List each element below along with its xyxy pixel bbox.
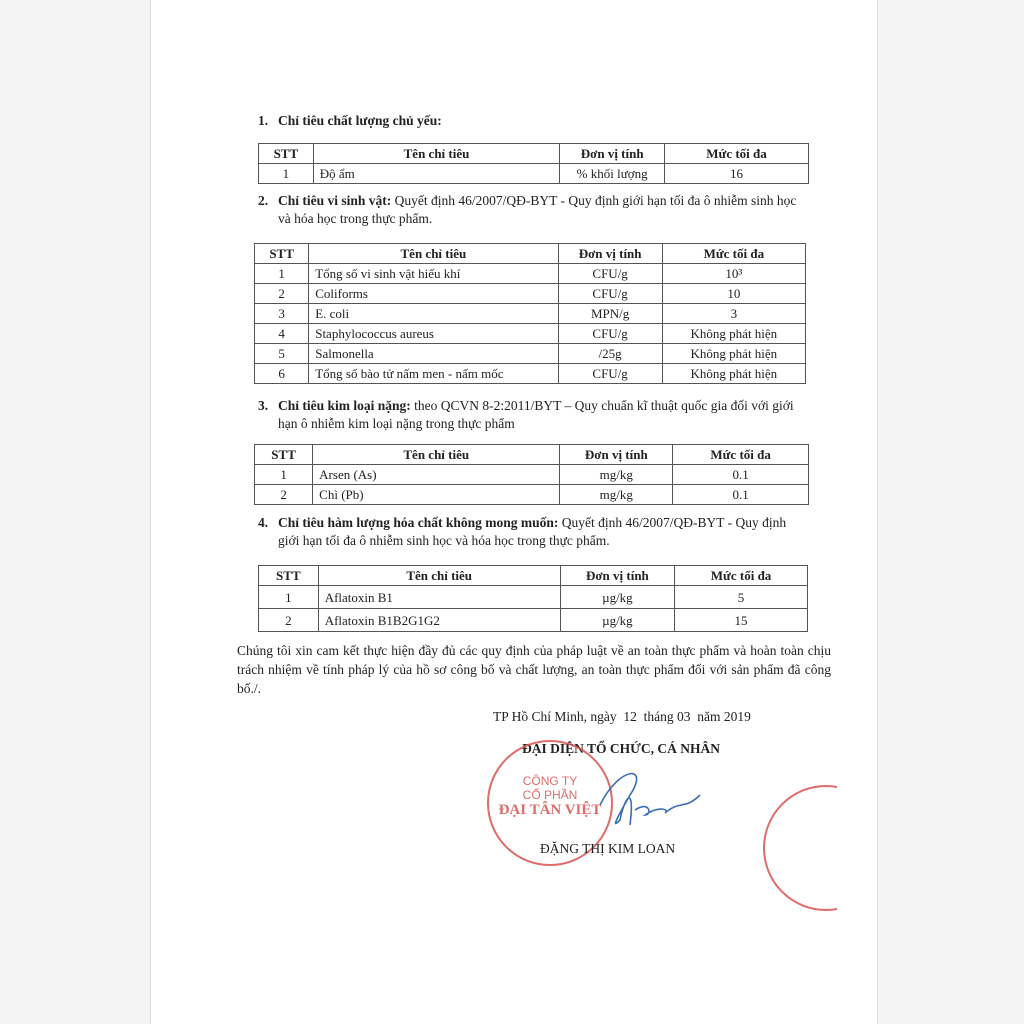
header-unit: Đơn vị tính — [558, 244, 662, 264]
table-row — [255, 284, 806, 304]
cell-name: Tổng số vi sinh vật hiếu khí — [309, 264, 558, 284]
table-row — [259, 164, 809, 184]
stamp-text: ĐẠI TÂN VIỆT — [498, 802, 602, 818]
cell-name: Độ ẩm — [313, 164, 560, 184]
criteria-table — [254, 243, 806, 384]
signature — [590, 765, 710, 835]
table-row — [259, 586, 808, 609]
header-stt: STT — [255, 445, 313, 465]
cell-unit: % khối lượng — [560, 164, 665, 184]
cell-unit: CFU/g — [558, 364, 662, 384]
cell-name: Staphylococcus aureus — [309, 324, 558, 344]
table-row — [255, 465, 809, 485]
cell-unit: /25g — [558, 344, 662, 364]
cell-stt: 1 — [255, 465, 313, 485]
signer-name: ĐẶNG THỊ KIM LOAN — [540, 841, 676, 856]
stamp-text: CÔNG TY — [522, 774, 578, 788]
cell-stt: 1 — [259, 164, 314, 184]
cell-max: Không phát hiện — [662, 344, 805, 364]
cell-unit: MPN/g — [558, 304, 662, 324]
section-title: Chỉ tiêu hàm lượng hóa chất không mong muốn: — [278, 515, 559, 530]
cell-max: 5 — [675, 586, 808, 609]
cell-max: 16 — [665, 164, 809, 184]
section-number: 2. — [258, 193, 269, 208]
section-heading — [258, 514, 798, 550]
cell-unit: mg/kg — [560, 465, 673, 485]
header-max: Mức tối đa — [665, 144, 809, 164]
cell-unit: CFU/g — [558, 264, 662, 284]
cell-unit: CFU/g — [558, 324, 662, 344]
header-stt: STT — [255, 244, 309, 264]
date-line: TP Hồ Chí Minh, ngày 12 tháng 03 năm 2019 — [493, 709, 751, 724]
table-header — [259, 144, 809, 164]
cell-max: 15 — [675, 609, 808, 632]
table-row — [255, 264, 806, 284]
criteria-table — [258, 143, 809, 184]
cell-name: Salmonella — [309, 344, 558, 364]
cell-name: Aflatoxin B1 — [318, 586, 560, 609]
header-max: Mức tối đa — [673, 445, 809, 465]
cell-max: Không phát hiện — [662, 324, 805, 344]
section-number: 3. — [258, 398, 269, 413]
header-name: Tên chỉ tiêu — [313, 144, 560, 164]
cell-stt: 5 — [255, 344, 309, 364]
stamp-text: CỔ PHẦN — [522, 788, 578, 802]
section-number: 1. — [258, 113, 269, 128]
cell-stt: 3 — [255, 304, 309, 324]
header-stt: STT — [259, 566, 319, 586]
table-header — [255, 445, 809, 465]
cell-max: Không phát hiện — [662, 364, 805, 384]
cell-name: Aflatoxin B1B2G1G2 — [318, 609, 560, 632]
section-title: Chỉ tiêu vi sinh vật: — [278, 193, 392, 208]
cell-name: E. coli — [309, 304, 558, 324]
cell-stt: 2 — [255, 284, 309, 304]
cell-stt: 1 — [259, 586, 319, 609]
cell-stt: 6 — [255, 364, 309, 384]
cell-stt: 1 — [255, 264, 309, 284]
section-heading — [258, 397, 798, 433]
cell-stt: 2 — [259, 609, 319, 632]
cell-unit: µg/kg — [560, 609, 674, 632]
section-heading — [258, 112, 798, 130]
header-stt: STT — [259, 144, 314, 164]
section-description: Quyết định 46/2007/QĐ-BYT - Quy định giới hạn tối đa ô nhiễm sinh học và hóa học trong thực phẩm. — [278, 515, 787, 548]
table-row — [259, 609, 808, 632]
table-row — [255, 344, 806, 364]
cell-max: 10³ — [662, 264, 805, 284]
cell-max: 3 — [662, 304, 805, 324]
cell-stt: 4 — [255, 324, 309, 344]
section-number: 4. — [258, 515, 269, 530]
representative-title: ĐẠI DIỆN TỔ CHỨC, CÁ NHÂN — [522, 741, 721, 756]
cell-name: Arsen (As) — [313, 465, 560, 485]
section-heading — [258, 192, 798, 228]
cell-name: Chì (Pb) — [313, 485, 560, 505]
cell-unit: CFU/g — [558, 284, 662, 304]
cell-stt: 2 — [255, 485, 313, 505]
cell-max: 10 — [662, 284, 805, 304]
commitment-paragraph: Chúng tôi xin cam kết thực hiện đầy đủ các quy định của pháp luật về an toàn thực phẩm và hoàn toàn chịu trách nhiệm về tính pháp lý của hồ sơ công bố và chất lượng, an toàn thực phẩm đối với sản phẩm đã công bố./. — [237, 643, 831, 696]
cell-unit: µg/kg — [560, 586, 674, 609]
table-header — [255, 244, 806, 264]
section-title: Chỉ tiêu chất lượng chủ yếu: — [278, 113, 442, 128]
cell-max: 0.1 — [673, 485, 809, 505]
section-description: theo QCVN 8-2:2011/BYT – Quy chuẩn kĩ thuật quốc gia đối với giới hạn ô nhiễm kim loại nặng trong thực phẩm — [278, 398, 794, 431]
header-name: Tên chỉ tiêu — [313, 445, 560, 465]
cell-unit: mg/kg — [560, 485, 673, 505]
header-unit: Đơn vị tính — [560, 445, 673, 465]
header-unit: Đơn vị tính — [560, 566, 674, 586]
header-max: Mức tối đa — [675, 566, 808, 586]
header-max: Mức tối đa — [662, 244, 805, 264]
header-unit: Đơn vị tính — [560, 144, 665, 164]
table-row — [255, 324, 806, 344]
header-name: Tên chỉ tiêu — [309, 244, 558, 264]
cell-max: 0.1 — [673, 465, 809, 485]
section-description: Quyết định 46/2007/QĐ-BYT - Quy định giới hạn tối đa ô nhiễm sinh học và hóa học trong thực phẩm. — [278, 193, 797, 226]
cell-name: Coliforms — [309, 284, 558, 304]
table-row — [255, 364, 806, 384]
table-row — [255, 304, 806, 324]
table-row — [255, 485, 809, 505]
table-header — [259, 566, 808, 586]
cell-name: Tổng số bào tử nấm men - nấm mốc — [309, 364, 558, 384]
criteria-table — [258, 565, 808, 632]
header-name: Tên chỉ tiêu — [318, 566, 560, 586]
criteria-table — [254, 444, 809, 505]
section-title: Chỉ tiêu kim loại nặng: — [278, 398, 411, 413]
